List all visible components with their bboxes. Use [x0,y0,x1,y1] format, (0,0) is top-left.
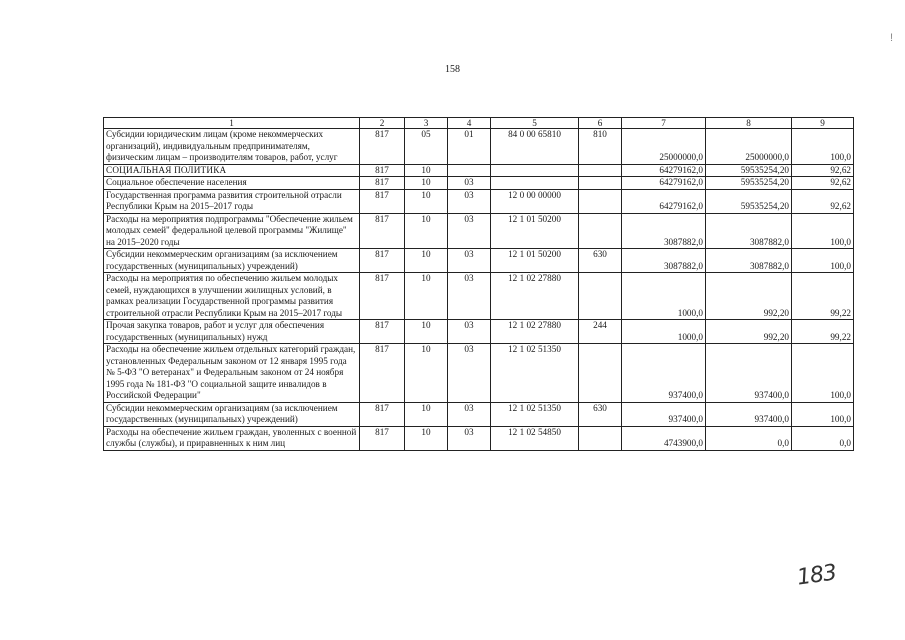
plan-amount-cell: 64279162,0 [622,189,706,213]
section-cell: 10 [405,164,448,177]
percent-cell: 100,0 [792,402,854,426]
table-row [104,249,854,273]
gov-code-cell: 817 [360,320,405,344]
subsection-cell: 03 [448,426,491,450]
executed-amount-cell: 59535254,20 [706,177,792,190]
percent-cell: 100,0 [792,129,854,165]
gov-code-cell: 817 [360,426,405,450]
gov-code-cell: 817 [360,249,405,273]
row-name-cell: Субсидии некоммерческим организациям (за исключением государственных (муниципальных) учреждений) [104,249,360,273]
plan-amount-cell: 3087882,0 [622,213,706,249]
subsection-cell [448,164,491,177]
row-name-cell: Субсидии некоммерческим организациям (за исключением государственных (муниципальных) учреждений) [104,402,360,426]
table-row [104,213,854,249]
expense-type-cell: 244 [579,320,622,344]
plan-amount-cell: 937400,0 [622,344,706,403]
target-article-cell: 12 1 02 51350 [491,402,579,426]
section-cell: 10 [405,426,448,450]
budget-table [103,117,854,451]
percent-cell: 0,0 [792,426,854,450]
target-article-cell: 12 1 02 54850 [491,426,579,450]
column-header: 8 [706,118,792,129]
column-header: 9 [792,118,854,129]
percent-cell: 92,62 [792,164,854,177]
corner-mark: ! [890,32,894,44]
expense-type-cell [579,189,622,213]
table-row [104,177,854,190]
row-name-cell: Расходы на обеспечение жильем граждан, уволенных с военной службы (службы), и приравненных к ним лиц [104,426,360,450]
plan-amount-cell: 1000,0 [622,273,706,320]
gov-code-cell: 817 [360,213,405,249]
table-row [104,344,854,403]
executed-amount-cell: 3087882,0 [706,213,792,249]
gov-code-cell: 817 [360,189,405,213]
plan-amount-cell: 4743900,0 [622,426,706,450]
row-name-cell: Расходы на мероприятия подпрограммы "Обеспечение жильем молодых семей" федеральной целевой программы "Жилище" на 2015–2020 годы [104,213,360,249]
gov-code-cell: 817 [360,177,405,190]
column-header: 3 [405,118,448,129]
row-name-cell: СОЦИАЛЬНАЯ ПОЛИТИКА [104,164,360,177]
gov-code-cell: 817 [360,402,405,426]
column-header: 4 [448,118,491,129]
executed-amount-cell: 992,20 [706,320,792,344]
page-number: 158 [445,64,460,75]
subsection-cell: 03 [448,344,491,403]
percent-cell: 100,0 [792,249,854,273]
plan-amount-cell: 1000,0 [622,320,706,344]
target-article-cell [491,164,579,177]
target-article-cell: 12 1 01 50200 [491,213,579,249]
subsection-cell: 03 [448,402,491,426]
target-article-cell: 12 1 02 27880 [491,320,579,344]
expense-type-cell [579,344,622,403]
section-cell: 10 [405,320,448,344]
plan-amount-cell: 25000000,0 [622,129,706,165]
percent-cell: 99,22 [792,273,854,320]
target-article-cell: 84 0 00 65810 [491,129,579,165]
executed-amount-cell: 937400,0 [706,402,792,426]
expense-type-cell [579,213,622,249]
section-cell: 10 [405,402,448,426]
row-name-cell: Субсидии юридическим лицам (кроме некоммерческих организаций), индивидуальным предпринимателям, физическим лицам – производителям товаров, работ, услуг [104,129,360,165]
column-header: 2 [360,118,405,129]
percent-cell: 100,0 [792,213,854,249]
section-cell: 10 [405,213,448,249]
executed-amount-cell: 992,20 [706,273,792,320]
plan-amount-cell: 937400,0 [622,402,706,426]
handwritten-page-stamp: 183 [795,560,838,591]
expense-type-cell: 630 [579,402,622,426]
expense-type-cell [579,426,622,450]
subsection-cell: 03 [448,273,491,320]
percent-cell: 92,62 [792,177,854,190]
row-name-cell: Прочая закупка товаров, работ и услуг для обеспечения государственных (муниципальных) нужд [104,320,360,344]
section-cell: 10 [405,189,448,213]
executed-amount-cell: 59535254,20 [706,189,792,213]
expense-type-cell [579,177,622,190]
executed-amount-cell: 0,0 [706,426,792,450]
executed-amount-cell: 3087882,0 [706,249,792,273]
gov-code-cell: 817 [360,273,405,320]
plan-amount-cell: 64279162,0 [622,177,706,190]
percent-cell: 99,22 [792,320,854,344]
subsection-cell: 03 [448,189,491,213]
table-row [104,164,854,177]
table-row [104,426,854,450]
expense-type-cell [579,164,622,177]
plan-amount-cell: 64279162,0 [622,164,706,177]
table-row [104,402,854,426]
section-cell: 10 [405,177,448,190]
column-header: 6 [579,118,622,129]
table-header-row [104,118,854,129]
executed-amount-cell: 59535254,20 [706,164,792,177]
subsection-cell: 03 [448,249,491,273]
expense-type-cell: 810 [579,129,622,165]
target-article-cell: 12 0 00 00000 [491,189,579,213]
target-article-cell: 12 1 02 51350 [491,344,579,403]
target-article-cell [491,177,579,190]
section-cell: 05 [405,129,448,165]
row-name-cell: Расходы на мероприятия по обеспечению жильем молодых семей, нуждающихся в улучшении жилищных условий, в рамках реализации Государственной программы развития строительной отрасли Республики Крым на 2015–2017 годы [104,273,360,320]
column-header: 7 [622,118,706,129]
section-cell: 10 [405,273,448,320]
expense-type-cell [579,273,622,320]
subsection-cell: 03 [448,177,491,190]
row-name-cell: Расходы на обеспечение жильем отдельных категорий граждан, установленных Федеральным законом от 12 января 1995 года № 5-ФЗ "О ветеранах" и Федеральным законом от 24 ноября 1995 года № 181-ФЗ "О социальной защите инвалидов в Российской Федерации" [104,344,360,403]
executed-amount-cell: 937400,0 [706,344,792,403]
gov-code-cell: 817 [360,344,405,403]
table-row [104,129,854,165]
section-cell: 10 [405,344,448,403]
executed-amount-cell: 25000000,0 [706,129,792,165]
column-header: 1 [104,118,360,129]
target-article-cell: 12 1 01 50200 [491,249,579,273]
table-row [104,320,854,344]
subsection-cell: 03 [448,320,491,344]
table-row [104,189,854,213]
percent-cell: 92,62 [792,189,854,213]
target-article-cell: 12 1 02 27880 [491,273,579,320]
gov-code-cell: 817 [360,164,405,177]
row-name-cell: Государственная программа развития строительной отрасли Республики Крым на 2015–2017 годы [104,189,360,213]
gov-code-cell: 817 [360,129,405,165]
table-row [104,273,854,320]
section-cell: 10 [405,249,448,273]
subsection-cell: 01 [448,129,491,165]
row-name-cell: Социальное обеспечение населения [104,177,360,190]
subsection-cell: 03 [448,213,491,249]
percent-cell: 100,0 [792,344,854,403]
column-header: 5 [491,118,579,129]
expense-type-cell: 630 [579,249,622,273]
plan-amount-cell: 3087882,0 [622,249,706,273]
